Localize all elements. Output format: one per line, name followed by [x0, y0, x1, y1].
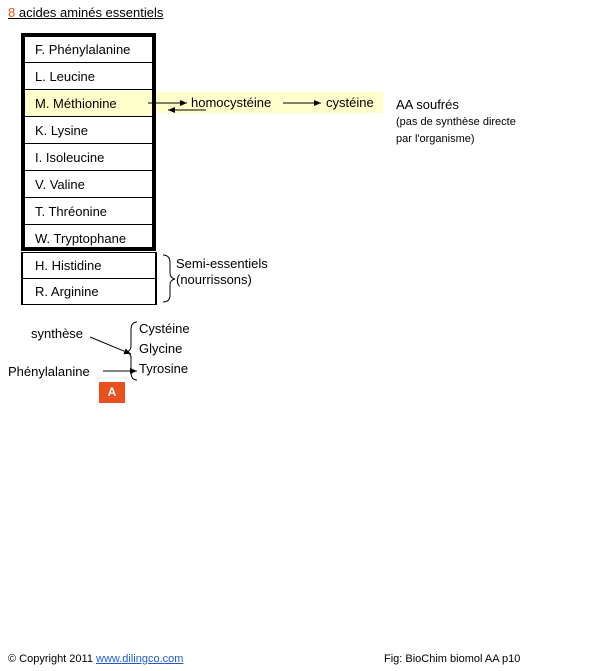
label-homocysteine: homocystéine [191, 95, 272, 110]
product-tyrosine: Tyrosine [139, 361, 189, 376]
amino-acid-phenylalanine: F. Phénylalanine [25, 37, 152, 63]
product-cysteine: Cystéine [139, 321, 190, 336]
amino-acid-leucine: L. Leucine [25, 64, 152, 90]
product-glycine: Glycine [139, 341, 183, 356]
semi-essential-label: Semi-essentiels [176, 256, 268, 271]
amino-acid-lysine: K. Lysine [25, 118, 152, 144]
copyright-text: Copyright 2011 [16, 653, 97, 665]
website-link[interactable]: www.dilingco.com [96, 653, 184, 665]
sulfur-aa-title: AA soufrés [396, 97, 459, 112]
copyright-icon: © [8, 653, 17, 665]
amino-acid-valine: V. Valine [25, 172, 152, 198]
amino-acid-isoleucine: I. Isoleucine [25, 145, 152, 171]
semi-essential-brace [163, 255, 175, 302]
sulfur-aa-note-line2: par l'organisme) [396, 133, 475, 145]
sulfur-aa-note-line1: (pas de synthèse directe [396, 116, 516, 128]
label-cysteine: cystéine [326, 95, 374, 110]
amino-acid-methionine: M. Méthionine [25, 91, 152, 117]
figure-reference: Fig: BioChim biomol AA p10 [384, 653, 521, 665]
amino-acid-threonine: T. Thréonine [25, 199, 152, 225]
title-text: acides aminés essentiels [15, 5, 164, 20]
amino-acid-histidine: H. Histidine [23, 253, 155, 279]
synthesis-label: synthèse [31, 326, 84, 341]
amino-acid-tryptophan: W. Tryptophane [35, 231, 127, 246]
arrow-synthesis [90, 337, 131, 354]
annotation-badge: A [99, 382, 125, 403]
amino-acid-arginine: R. Arginine [35, 284, 99, 299]
footer-copyright [8, 653, 183, 665]
semi-essential-sublabel: (nourrissons) [176, 272, 252, 287]
synthesis-source-phenylalanine: Phénylalanine [8, 364, 90, 379]
title-number: 8 [8, 5, 16, 20]
